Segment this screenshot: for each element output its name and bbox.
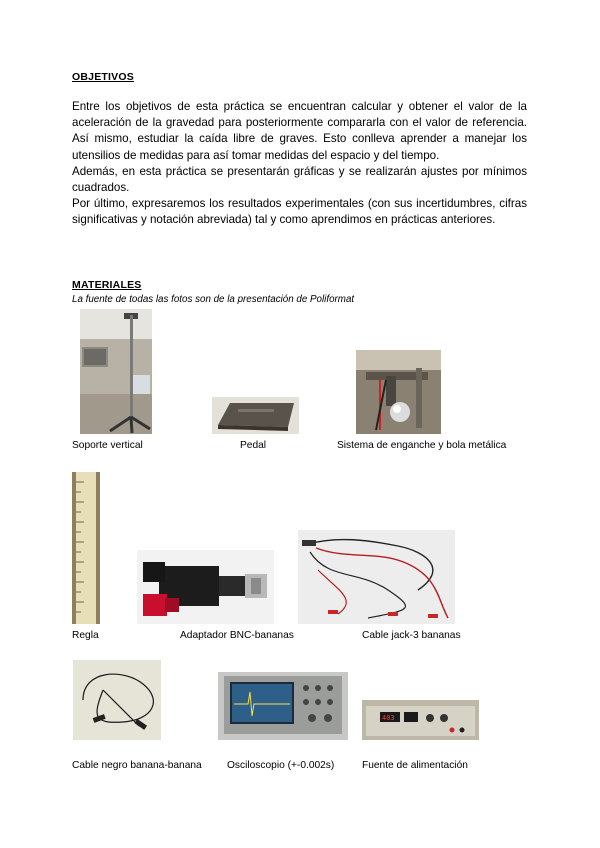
objetivos-text — [72, 99, 527, 229]
pedal-photo — [212, 397, 299, 434]
regla-photo — [72, 472, 100, 624]
soporte-vertical-photo — [80, 309, 152, 434]
power-supply-readout: 403 — [382, 714, 395, 722]
cable-jack-photo — [298, 530, 455, 624]
objetivos-paragraph-3: Por último, expresaremos los resultados experimentales (con sus incertidumbres, cifras significativas y notación abreviada) tal y como aprendimos en prácticas anteriores. — [72, 197, 527, 227]
caption-soporte-vertical: Soporte vertical — [72, 440, 143, 451]
caption-cable-jack: Cable jack-3 bananas — [362, 630, 461, 641]
adaptador-bnc-photo — [137, 550, 274, 624]
objetivos-paragraph-1: Entre los objetivos de esta práctica se encuentran calcular y obtener el valor de la aceleración de la gravedad para posteriormente compararla con el valor de referencia. Así mismo, estudiar la caída libre de graves. Esto conlleva aprender a manejar los utensilios de medidas para así tomar medidas del espacio y del tiempo. — [72, 100, 527, 162]
sistema-enganche-photo — [356, 350, 441, 434]
photo-source-note: La fuente de todas las fotos son de la presentación de Poliformat — [72, 294, 355, 305]
osciloscopio-photo — [218, 672, 348, 740]
caption-osciloscopio: Osciloscopio (+-0.002s) — [227, 760, 335, 771]
materiales-heading: MATERIALES — [72, 279, 142, 291]
caption-pedal: Pedal — [240, 440, 267, 451]
objetivos-paragraph-2: Además, en esta práctica se presentarán gráficas y se realizarán ajustes por mínimos cuadrados. — [72, 164, 527, 195]
caption-adaptador-bnc: Adaptador BNC-bananas — [180, 630, 294, 641]
objetivos-heading: OBJETIVOS — [72, 71, 134, 83]
caption-regla: Regla — [72, 630, 99, 641]
caption-sistema-enganche: Sistema de enganche y bola metálica — [337, 440, 507, 451]
caption-cable-negro: Cable negro banana-banana — [72, 760, 202, 771]
cable-negro-photo — [73, 660, 161, 740]
caption-fuente-alimentacion: Fuente de alimentación — [362, 760, 468, 771]
fuente-alimentacion-photo — [362, 700, 479, 740]
